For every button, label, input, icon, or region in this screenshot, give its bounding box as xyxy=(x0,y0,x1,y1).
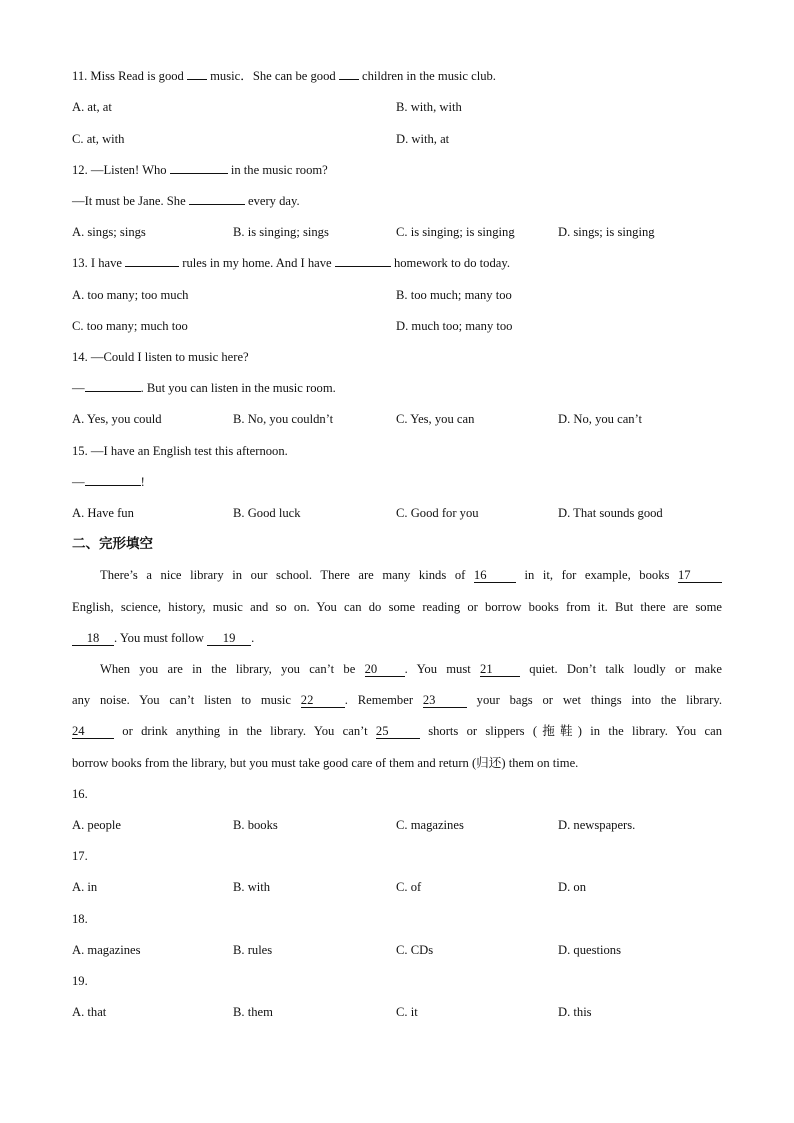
blank-17: 17 xyxy=(678,568,722,583)
q12-stem-line1: 12. —Listen! Who in the music room? xyxy=(72,163,328,177)
passage-p1-line3: 18 . You must follow 19 . xyxy=(72,630,724,646)
blank-16: 16 xyxy=(474,568,516,583)
q17-option-c: C. of xyxy=(396,880,422,894)
q14-stem-line2: — . But you can listen in the music room. xyxy=(72,381,336,395)
q12-stem-line2: —It must be Jane. She every day. xyxy=(72,194,300,208)
q14-option-c: C. Yes, you can xyxy=(396,412,475,426)
blank-21: 21 xyxy=(480,662,520,677)
blank xyxy=(85,391,141,392)
q12-option-a: A. sings; sings xyxy=(72,225,146,239)
q17-number: 17. xyxy=(72,849,88,863)
q17-option-a: A. in xyxy=(72,880,98,894)
blank-24: 24 xyxy=(72,724,114,739)
q11-stem: 11. Miss Read is good music．She can be good children in the music club. xyxy=(72,69,496,83)
blank-22: 22 xyxy=(301,693,345,708)
q11-option-a: A. at, at xyxy=(72,100,112,114)
blank xyxy=(85,485,141,486)
q13-option-b: B. too much; many too xyxy=(396,288,512,302)
q16-option-b: B. books xyxy=(233,818,278,832)
q18-option-b: B. rules xyxy=(233,943,273,957)
blank-25: 25 xyxy=(376,724,420,739)
q14-option-b: B. No, you couldn’t xyxy=(233,412,334,426)
blank-23: 23 xyxy=(423,693,467,708)
q13-option-c: C. too many; much too xyxy=(72,319,188,333)
passage-p1-line1: There’s a nice library in our school. There are many kinds of 16 in it, for example, books 17 xyxy=(100,567,722,583)
q17-option-d: D. on xyxy=(558,880,586,894)
passage-p2-line3: 24 or drink anything in the library. You can’t 25 shorts or slippers (拖鞋) in the library. You can xyxy=(72,724,723,738)
blank xyxy=(170,173,228,174)
q15-option-b: B. Good luck xyxy=(233,506,301,520)
blank xyxy=(187,79,207,80)
passage-p1-line2: English, science, history, music and so on. You can do some reading or borrow books from it. But there are some xyxy=(72,600,722,614)
passage-p2-line4: borrow books from the library, but you must take good care of them and return (归还) them on time. xyxy=(72,756,579,770)
q14-option-a: A. Yes, you could xyxy=(72,412,162,426)
blank-20: 20 xyxy=(365,662,405,677)
q16-option-d: D. newspapers. xyxy=(558,818,636,832)
q18-option-c: C. CDs xyxy=(396,943,434,957)
q19-number: 19. xyxy=(72,974,88,988)
q17-option-b: B. with xyxy=(233,880,271,894)
q11-option-b: B. with, with xyxy=(396,100,462,114)
q16-option-c: C. magazines xyxy=(396,818,464,832)
q15-option-d: D. That sounds good xyxy=(558,506,663,520)
q19-option-c: C. it xyxy=(396,1005,418,1019)
blank-18: 18 xyxy=(72,631,114,646)
q14-stem-line1: 14. —Could I listen to music here? xyxy=(72,350,249,364)
blank xyxy=(189,204,245,205)
blank xyxy=(125,266,179,267)
q13-option-d: D. much too; many too xyxy=(396,319,513,333)
q15-option-c: C. Good for you xyxy=(396,506,479,520)
q18-number: 18. xyxy=(72,912,88,926)
q12-option-d: D. sings; is singing xyxy=(558,225,655,239)
q12-option-c: C. is singing; is singing xyxy=(396,225,515,239)
q11-option-c: C. at, with xyxy=(72,132,125,146)
q15-stem-line1: 15. —I have an English test this afternoon. xyxy=(72,444,288,458)
q18-option-a: A. magazines xyxy=(72,943,141,957)
passage-p2-line2: any noise. You can’t listen to music 22 . Remember 23 your bags or wet things into the library. xyxy=(72,693,722,707)
section-heading: 二、完形填空 xyxy=(72,536,153,552)
blank-19: 19 xyxy=(207,631,251,646)
q12-option-b: B. is singing; sings xyxy=(233,225,329,239)
blank xyxy=(335,266,391,267)
passage-p2-line1: When you are in the library, you can’t be 20 . You must 21 quiet. Don’t talk loudly or make xyxy=(100,662,722,676)
q15-option-a: A. Have fun xyxy=(72,506,134,520)
q11-option-d: D. with, at xyxy=(396,132,450,146)
q14-option-d: D. No, you can’t xyxy=(558,412,643,426)
q19-option-a: A. that xyxy=(72,1005,107,1019)
q13-stem: 13. I have rules in my home. And I have homework to do today. xyxy=(72,256,510,270)
q19-option-d: D. this xyxy=(558,1005,592,1019)
blank xyxy=(339,79,359,80)
q19-option-b: B. them xyxy=(233,1005,273,1019)
q13-option-a: A. too many; too much xyxy=(72,288,189,302)
q18-option-d: D. questions xyxy=(558,943,621,957)
q16-number: 16. xyxy=(72,787,88,801)
q15-stem-line2: — ! xyxy=(72,475,145,489)
q16-option-a: A. people xyxy=(72,818,121,832)
